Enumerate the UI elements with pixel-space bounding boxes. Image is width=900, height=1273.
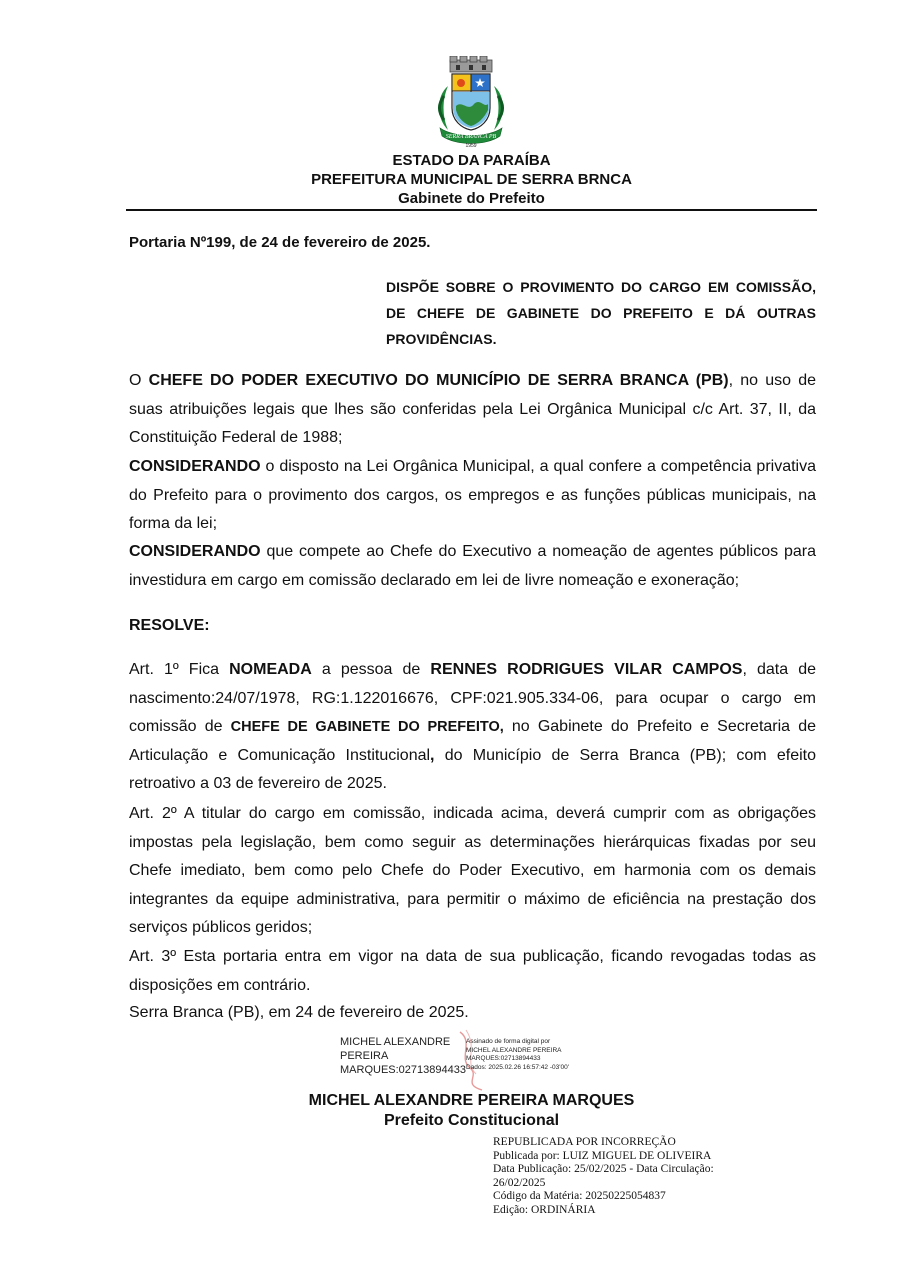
header-office: Gabinete do Prefeito (398, 190, 545, 207)
article-2: Art. 2º A titular do cargo em comissão, indicada acima, deverá cumprir com as obrigações impostas pela legislação, bem como seguir as determinações hierárquicas fixadas por seu Chefe imediato, bem como pelo Chefe do Poder Executivo, em harmonia com os demais integrantes da equipe administrativa, para permitir o máximo de eficiência na prestação dos serviços públicos geridos; (129, 805, 816, 936)
closing-place-date: Serra Branca (PB), em 24 de fevereiro de 2025. (129, 1004, 469, 1021)
svg-text:SERRA BRANCA PB: SERRA BRANCA PB (445, 134, 497, 140)
coat-of-arms-icon (434, 56, 508, 148)
header-prefecture: PREFEITURA MUNICIPAL DE SERRA BRNCA (311, 171, 632, 188)
publication-stamp: REPUBLICADA POR INCORREÇÃO Publicada por: LUIZ MIGUEL DE OLIVEIRA Data Publicação: 25/02/2025 - Data Circulação: 26/02/2025 Código da Matéria: 20250225054837 Edição: ORDINÁRIA (493, 1136, 714, 1216)
digital-signature-name: MICHEL ALEXANDRE PEREIRA MARQUES:02713894433 (340, 1036, 466, 1076)
considering-paragraph-2: CONSIDERANDO que compete ao Chefe do Executivo a nomeação de agentes públicos para investidura em cargo em comissão declarado em lei de livre nomeação e exoneração; (129, 543, 816, 589)
article-3: Art. 3º Esta portaria entra em vigor na data de sua publicação, ficando revogadas todas as disposições em contrário. (129, 948, 816, 994)
header-state: ESTADO DA PARAÍBA (392, 152, 551, 169)
signer-name: MICHEL ALEXANDRE PEREIRA MARQUES (308, 1092, 635, 1109)
header-divider (126, 209, 817, 211)
considering-paragraph-1: CONSIDERANDO o disposto na Lei Orgânica Municipal, a qual confere a competência privativa do Prefeito para o provimento dos cargos, os empregos e as funções públicas municipais, na forma da lei; (129, 458, 816, 532)
digital-signature-details: Assinado de forma digital por MICHEL ALEXANDRE PEREIRA MARQUES:02713894433 Dados: 2025.02.26 16:57:42 -03'00' (466, 1038, 569, 1071)
portaria-ementa: DISPÕE SOBRE O PROVIMENTO DO CARGO EM COMISSÃO, DE CHEFE DE GABINETE DO PREFEITO E DÁ OUTRAS PROVIDÊNCIAS. (386, 279, 816, 347)
portaria-title: Portaria Nº199, de 24 de fevereiro de 2025. (129, 234, 431, 251)
svg-text:1959: 1959 (465, 143, 477, 148)
signer-role: Prefeito Constitucional (383, 1112, 560, 1129)
preamble-paragraph: O CHEFE DO PODER EXECUTIVO DO MUNICÍPIO DE SERRA BRANCA (PB), no uso de suas atribuições legais que lhes são conferidas pela Lei Orgânica Municipal c/c Art. 37, II, da Constituição Federal de 1988; (129, 372, 817, 446)
article-1: Art. 1º Fica NOMEADA a pessoa de RENNES RODRIGUES VILAR CAMPOS, data de nascimento:24/07/1978, RG:1.122016676, CPF:021.905.334-06, para ocupar o cargo em comissão de CHEFE DE GABINETE DO PREFEITO, no Gabinete do Prefeito e Secretaria de Articulação e Comunicação Institucional, do Município de Serra Branca (PB); com efeito retroativo a 03 de fevereiro de 2025. (129, 661, 817, 792)
resolve-heading: RESOLVE: (129, 617, 210, 634)
